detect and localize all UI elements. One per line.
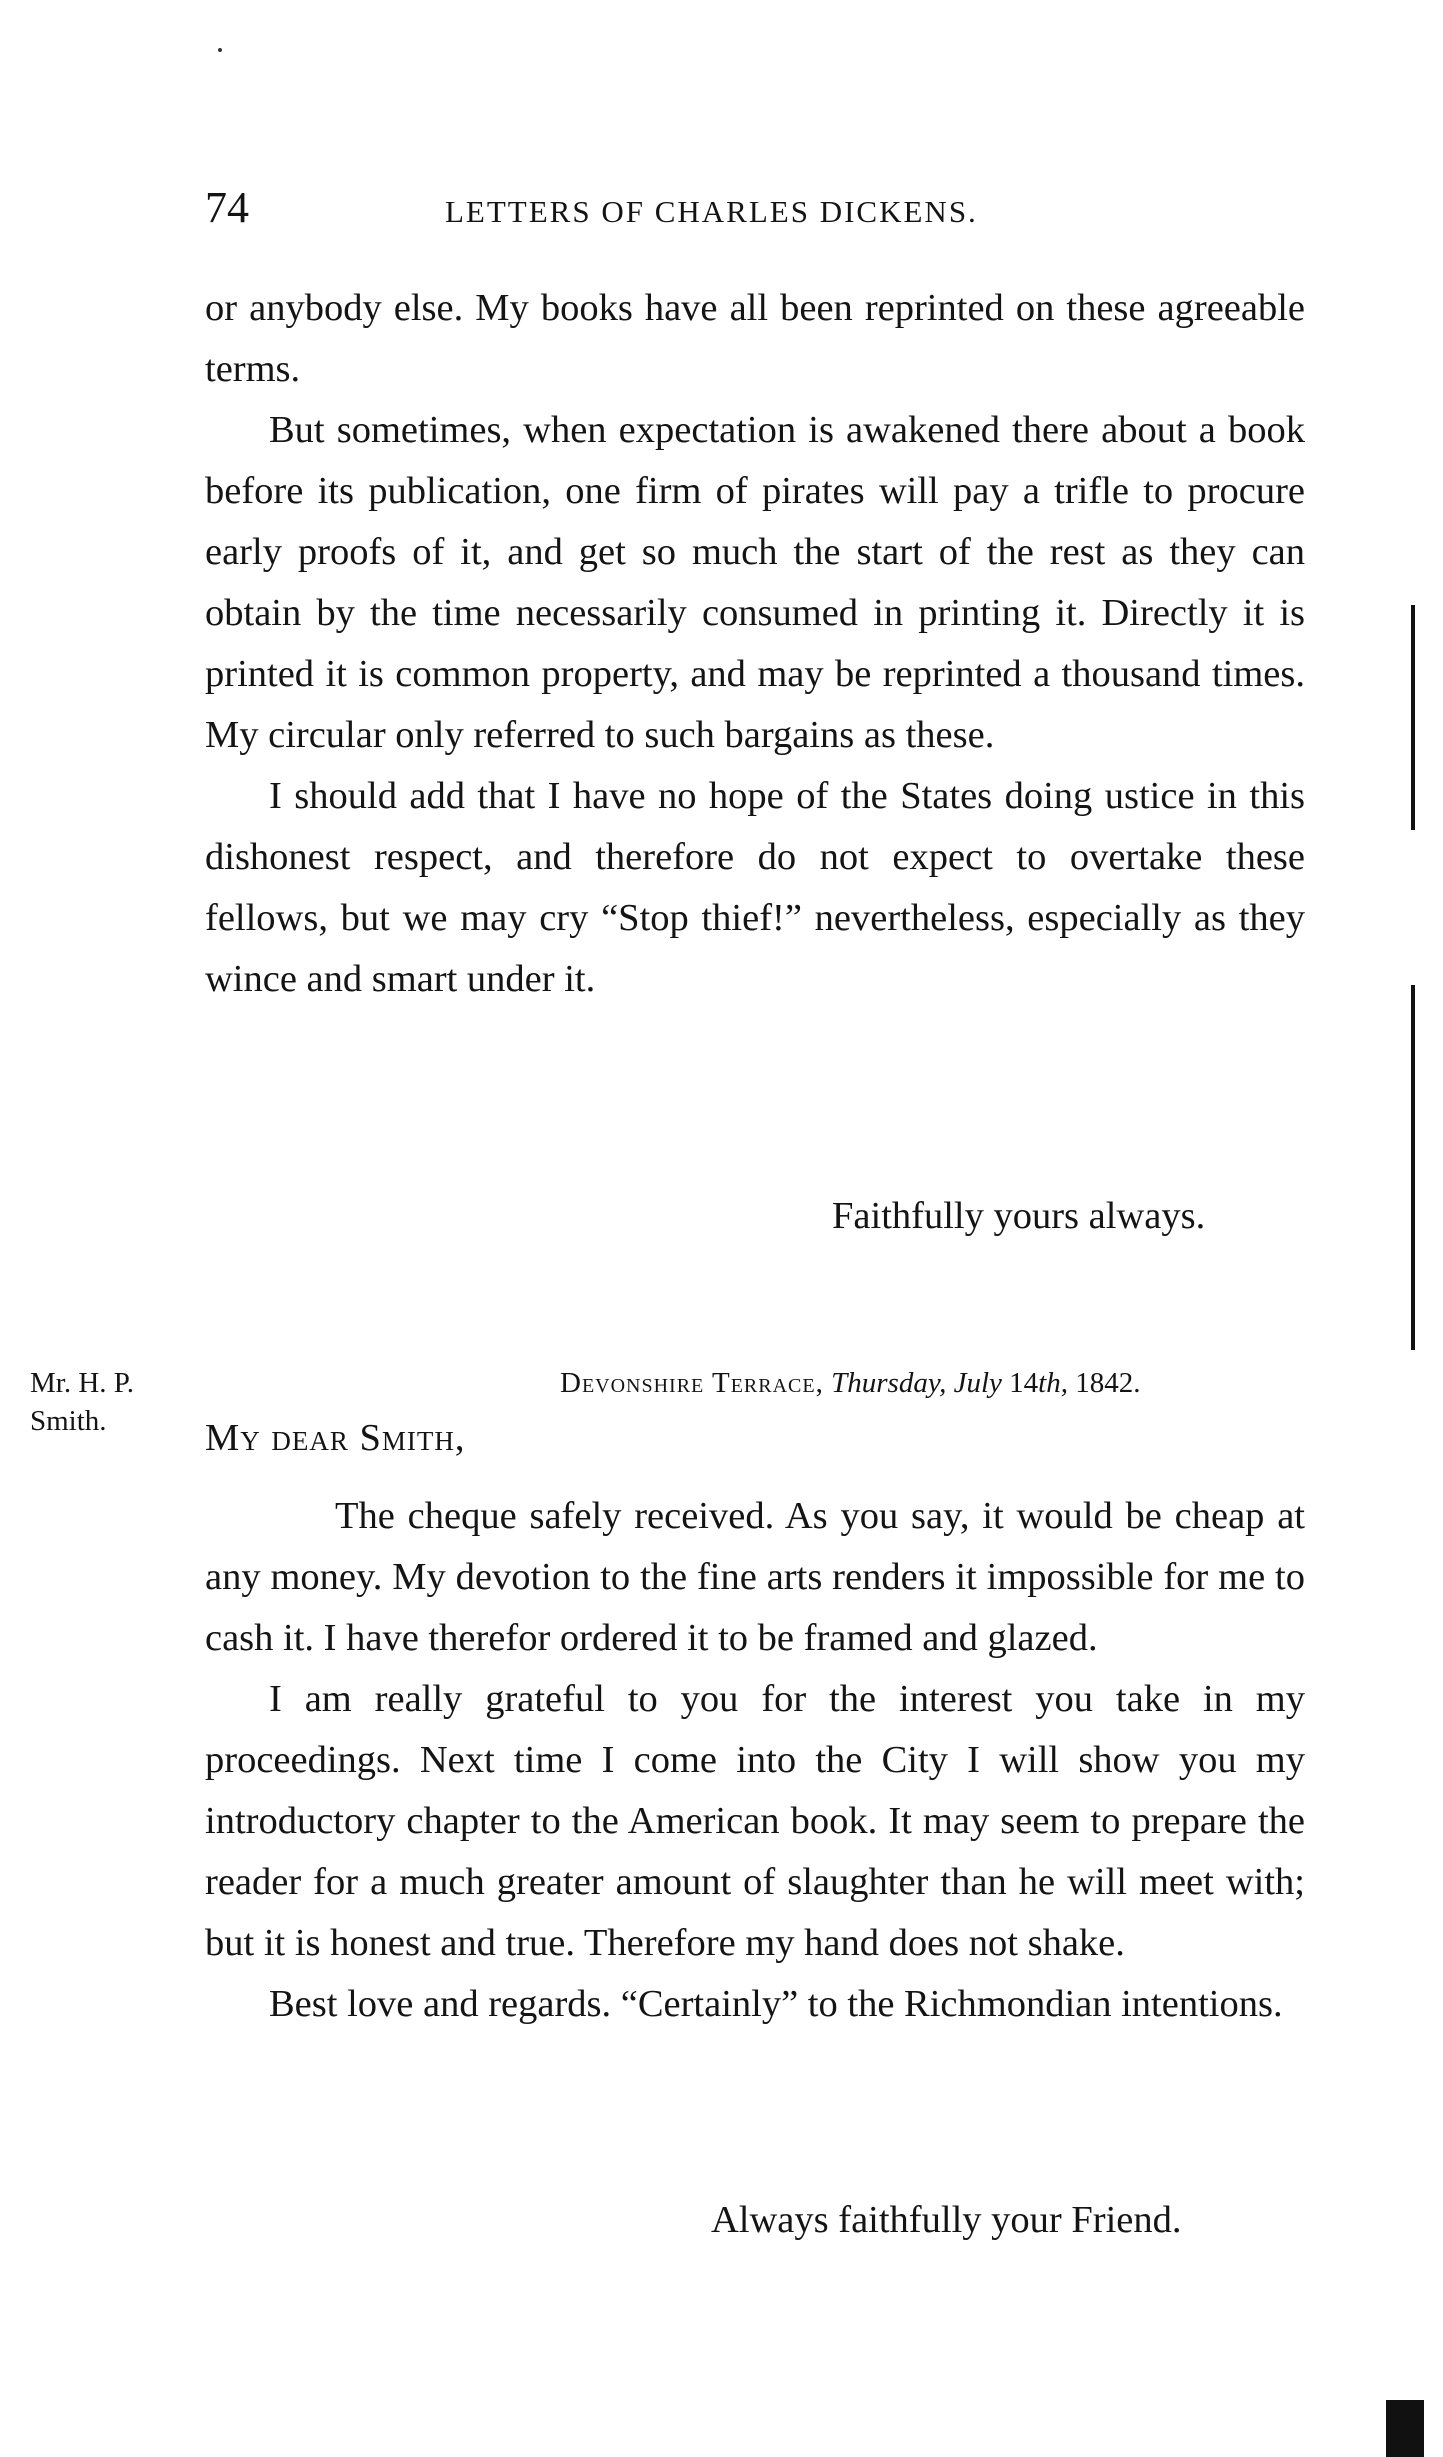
page-title: LETTERS OF CHARLES DICKENS. <box>445 194 978 229</box>
salutation: My dear Smith, <box>205 1417 466 1459</box>
dateline-year: 1842. <box>1075 1367 1141 1399</box>
dateline-place: Devonshire Terrace, <box>560 1367 824 1399</box>
sidenote-line: Mr. H. P. <box>30 1367 134 1399</box>
letter1-signoff: Faithfully yours always. <box>832 1195 1206 1237</box>
sidenote-line: Smith. <box>30 1405 107 1437</box>
letter2-body <box>205 1440 1305 2035</box>
paragraph: or anybody else. My books have all been reprinted on these agreeable terms. <box>205 287 1305 390</box>
dateline-date-suffix: th, <box>1038 1367 1068 1399</box>
scan-edge-mark <box>1386 2400 1424 2457</box>
margin-line <box>1411 605 1415 830</box>
paragraph: But sometimes, when expectation is awakened there about a book before its publication, one firm of pirates will pay a trifle to procure early proofs of it, and get so much the start of the rest as they can obtain by the time necessarily consumed in printing it. Directly it is printed it is common property, and may be reprinted a thousand times. My circular only referred to such bargains as these. <box>205 409 1305 756</box>
page-number: 74 <box>205 183 249 232</box>
letter1-body <box>205 278 1305 1010</box>
paragraph: I should add that I have no hope of the States doing ustice in this dishonest respect, and therefore do not expect to overtake these fellows, but we may cry “Stop thief!” nevertheless, especially as they wince and smart under it. <box>205 775 1305 1000</box>
paragraph: The cheque safely received. As you say, it would be cheap at any money. My devotion to the fine arts renders it impossible for me to cash it. I have therefor ordered it to be framed and glazed. <box>205 1495 1305 1659</box>
letter2-signoff: Always faithfully your Friend. <box>711 2199 1182 2241</box>
paragraph: I am really grateful to you for the interest you take in my proceedings. Next time I come into the City I will show you my introductory chapter to the American book. It may seem to prepare the reader for a much greater amount of slaughter than he will meet with; but it is honest and true. Therefore my hand does not shake. <box>205 1678 1305 1964</box>
stray-mark <box>218 48 222 52</box>
margin-line <box>1411 985 1415 1350</box>
dateline <box>560 1363 1140 1403</box>
dateline-date-number: 14 <box>1009 1367 1039 1399</box>
recipient-sidenote <box>30 1364 180 1440</box>
running-head <box>205 178 1305 238</box>
dateline-day: Thursday, July <box>831 1367 1002 1399</box>
paragraph: Best love and regards. “Certainly” to the Richmondian intentions. <box>269 1983 1283 2025</box>
